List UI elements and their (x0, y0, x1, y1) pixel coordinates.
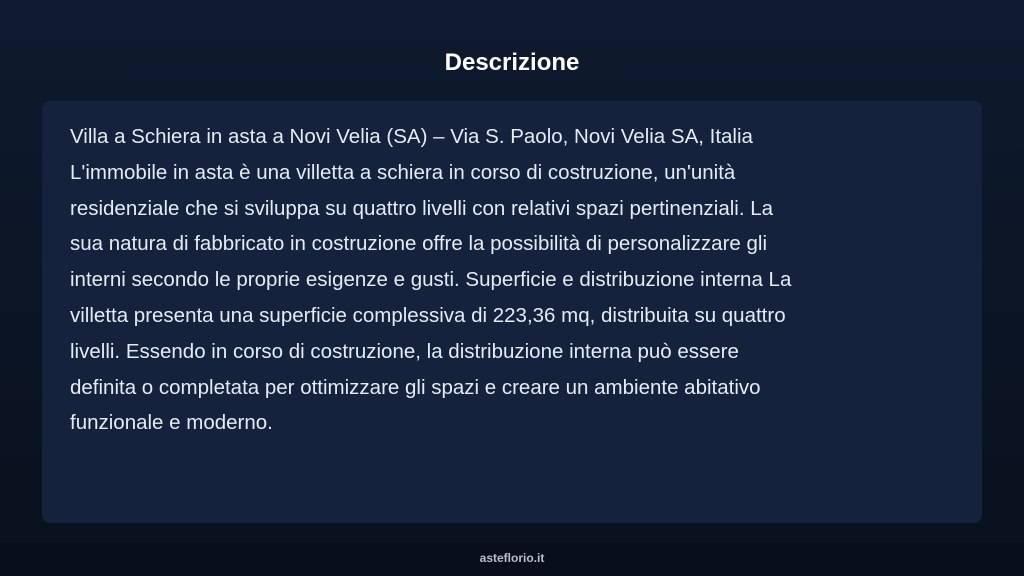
description-line: residenziale che si sviluppa su quattro livelli con relativi spazi pertinenziali. La (70, 196, 774, 220)
description-line: definita o completata per ottimizzare gli spazi e creare un ambiente abitativo (70, 375, 761, 399)
description-panel (42, 101, 982, 523)
description-line: Villa a Schiera in asta a Novi Velia (SA) – Via S. Paolo, Novi Velia SA, Italia (70, 125, 753, 148)
description-text (70, 119, 954, 441)
description-line: L'immobile in asta è una villetta a schiera in corso di costruzione, un'unità (70, 160, 736, 184)
description-line: sua natura di fabbricato in costruzione offre la possibilità di personalizzare gli (70, 232, 768, 256)
description-line: funzionale e moderno. (70, 411, 273, 435)
footer-site-label: asteflorio.it (0, 543, 1024, 576)
page-title: Descrizione (444, 49, 580, 76)
description-line: villetta presenta una superficie complessiva di 223,36 mq, distribuita su quattro (70, 303, 786, 327)
description-line: livelli. Essendo in corso di costruzione, la distribuzione interna può essere (70, 339, 739, 363)
description-line: interni secondo le proprie esigenze e gusti. Superficie e distribuzione interna La (70, 268, 792, 292)
